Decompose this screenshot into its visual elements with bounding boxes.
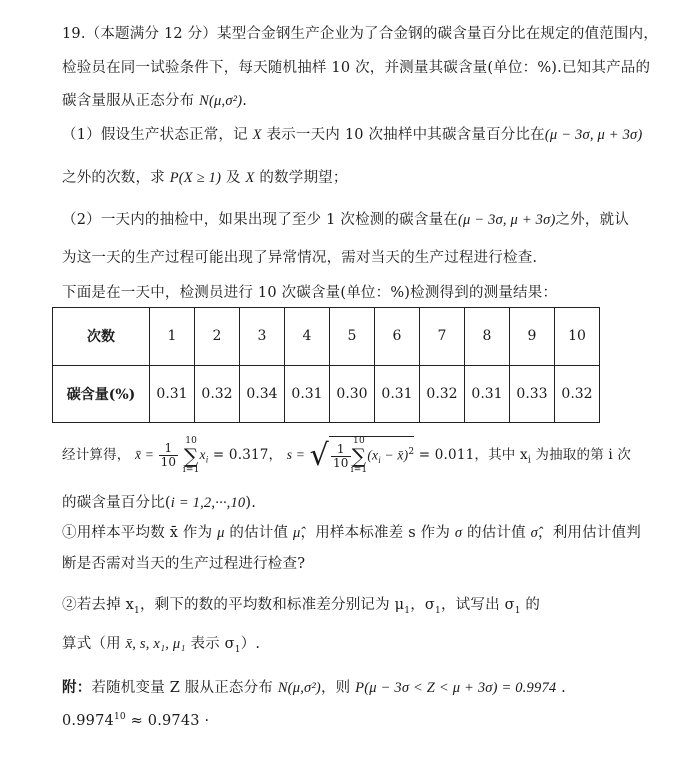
table-cell: 0.31 [375, 365, 420, 423]
table-cell: 0.32 [420, 365, 465, 423]
table-cell: 0.31 [465, 365, 510, 423]
sub2-mid2: ，σ [410, 597, 436, 613]
fraction-1-10 [159, 442, 179, 469]
table-cell: 0.32 [555, 365, 600, 423]
table-cell: 0.34 [240, 365, 285, 423]
sub2-sub3: 1 [435, 605, 441, 616]
part1-l2-mid: 及 [221, 170, 246, 186]
square-sup: 2 [408, 447, 415, 457]
table-cell: 6 [375, 308, 420, 366]
appendix-post: . [556, 680, 566, 696]
index-range-math: i = 1,2,···,10 [170, 495, 246, 511]
frac-den-b: 10 [332, 455, 349, 470]
sum-bottom: i=1 [182, 464, 200, 475]
part1-l2-post: 的数学期望； [254, 170, 348, 186]
sigma-hat-symbol: σ̂ [530, 525, 539, 541]
table-cell: 7 [420, 308, 465, 366]
table-cell: 0.30 [330, 365, 375, 423]
part2-post: 之外，就认 [555, 212, 630, 228]
formula-suffix-post: 为抽取的第 i 次 [530, 447, 632, 463]
part1-line-2 [62, 166, 348, 187]
power-line [62, 712, 209, 729]
fraction-1-10-b [331, 443, 351, 470]
appendix-math-2: P(μ − 3σ < Z < μ + 3σ) = 0.9974 [355, 680, 557, 696]
sub1-post: ，利用估计值判 [538, 525, 641, 541]
sum-sub: i [205, 454, 209, 465]
sum-top: 10 [185, 435, 198, 446]
s-term: (x [367, 447, 379, 463]
xbar-value: = 0.317， [212, 447, 283, 463]
sum-term: x [199, 447, 206, 462]
part2-line-2 [62, 246, 537, 267]
s-term-post: − x̄) [380, 447, 409, 463]
sub2-line-2 [62, 632, 260, 655]
table-cell: 0.31 [285, 365, 330, 423]
table-cell: 0.33 [510, 365, 555, 423]
part1-l2-pre: 之外的次数，求 [62, 170, 170, 186]
probability-math: P(X ≥ 1) [169, 170, 222, 186]
s-lhs: s = [286, 447, 306, 462]
appendix-math: N(μ,σ²) [277, 680, 321, 696]
appendix-label: 附： [62, 679, 92, 696]
table-cell: 3 [240, 308, 285, 366]
sub2-post: 的 [520, 597, 541, 613]
summation-b [351, 437, 368, 475]
sub1-mid3: 的估计值 [462, 525, 531, 541]
var-x-2: X [245, 170, 255, 186]
appendix-mid: ，则 [320, 680, 356, 696]
sub1-l2-text: 断是否需对当天的生产过程进行检查? [62, 556, 306, 572]
interval-math-2: (μ − 3σ, μ + 3σ) [457, 212, 556, 228]
sub1-pre: ①用样本平均数 x̄ 作为 [62, 525, 218, 541]
power-post: ≈ 0.9743 · [125, 712, 210, 729]
sub2-l2-post: ）. [240, 636, 261, 652]
appendix-pre: 若随机变量 Z 服从正态分布 [91, 680, 278, 696]
sub2-mid3: ，试写出 σ [440, 597, 515, 613]
sum-bottom-b: i=1 [350, 465, 368, 475]
table-row-index [53, 308, 600, 366]
mu-hat-symbol: μ̂ [293, 525, 301, 541]
mu-symbol: μ [217, 525, 225, 541]
part1-line-1 [62, 123, 642, 144]
formula-suffix-sub: i [527, 455, 531, 466]
problem-line-2-text: 检验员在同一试验条件下，每天随机抽样 10 次，并测量其碳含量(单位：%).已知其产品的 [62, 60, 651, 76]
interval-math: (μ − 3σ, μ + 3σ) [544, 127, 643, 143]
row-header-index: 次数 [53, 308, 150, 366]
measurement-table [52, 307, 600, 423]
table-cell: 9 [510, 308, 555, 366]
sub2-l2-pre: 算式（用 [62, 636, 126, 652]
problem-line-3 [62, 89, 247, 110]
table-cell: 0.32 [195, 365, 240, 423]
sub2-sub: 1 [134, 605, 140, 616]
part2-line-1 [62, 208, 629, 229]
power-base: 0.9974 [62, 712, 114, 729]
s-term-sub: i [378, 455, 381, 466]
table-cell: 4 [285, 308, 330, 366]
problem-line-1 [62, 22, 658, 43]
sub2-sub4: 1 [514, 605, 521, 616]
problem-line-3-post: . [242, 93, 248, 109]
sub1-line-1 [62, 521, 641, 542]
sigma-symbol: ∑ [183, 443, 199, 468]
table-row-values [53, 365, 600, 423]
sub2-pre: ②若去掉 x [62, 597, 134, 613]
row-header-carbon: 碳含量(%) [53, 365, 150, 423]
summation [183, 437, 200, 475]
formula-line [62, 436, 631, 475]
part1-mid: 表示一天内 10 次抽样中其碳含量百分比在 [261, 127, 545, 143]
problem-line-3-pre: 碳含量服从正态分布 [62, 93, 200, 109]
carbon-def-post: ). [245, 495, 257, 511]
sub1-mid2: ，用样本标准差 s 作为 [300, 525, 455, 541]
part2-l2-text: 为这一天的生产过程可能出现了异常情况，需对当天的生产过程进行检查. [62, 250, 538, 266]
sub2-l2-mid: 表示 σ [185, 636, 235, 652]
sum-top-b: 10 [353, 436, 365, 446]
frac-den: 10 [160, 455, 177, 469]
var-x: X [252, 127, 262, 143]
normal-distribution-math: N(μ,σ²) [199, 93, 243, 109]
table-cell: 10 [555, 308, 600, 366]
sub2-l2-sub: 1 [234, 644, 241, 655]
carbon-def-pre: 的碳含量百分比( [62, 495, 171, 511]
part2-pre: （2）一天内的抽检中，如果出现了至少 1 次检测的碳含量在 [62, 212, 458, 228]
sub2-mid: ，剩下的数的平均数和标准差分别记为 μ [139, 597, 405, 613]
frac-num: 1 [159, 442, 179, 456]
table-cell: 5 [330, 308, 375, 366]
part1-pre: （1）假设生产状态正常，记 [62, 127, 253, 143]
sub2-sub2: 1 [404, 605, 411, 616]
sqrt-content [329, 436, 414, 475]
problem-line-1-text: 19.（本题满分 12 分）某型合金钢生产企业为了合金钢的碳含量百分比在规定的值范围内， [62, 26, 659, 42]
problem-line-2 [62, 56, 650, 77]
sub1-mid: 的估计值 [224, 525, 294, 541]
table-cell: 2 [195, 308, 240, 366]
table-cell: 0.31 [150, 365, 195, 423]
s-value: = 0.011 [418, 447, 475, 463]
sigma-symbol-b: ∑ [351, 444, 367, 468]
table-intro-text: 下面是在一天中，检测员进行 10 次碳含量(单位：%)检测得到的测量结果： [62, 285, 558, 301]
formula-suffix: ，其中 x [474, 447, 528, 463]
carbon-def-line [62, 491, 256, 512]
sub2-line-1 [62, 593, 540, 616]
table-intro [62, 281, 557, 302]
sub1-line-2 [62, 552, 305, 573]
power-exp: 10 [113, 712, 126, 722]
table-cell: 1 [150, 308, 195, 366]
sigma-symbol-text: σ [454, 525, 463, 541]
sub2-l2-math: x̄, s, x₁, μ₁ [125, 636, 186, 652]
table-cell: 8 [465, 308, 510, 366]
xbar-lhs: x̄ = [135, 447, 155, 462]
appendix-line [62, 676, 566, 697]
frac-num-b: 1 [331, 443, 351, 457]
formula-prefix: 经计算得， [62, 447, 131, 463]
sqrt-icon: √ [309, 438, 329, 473]
